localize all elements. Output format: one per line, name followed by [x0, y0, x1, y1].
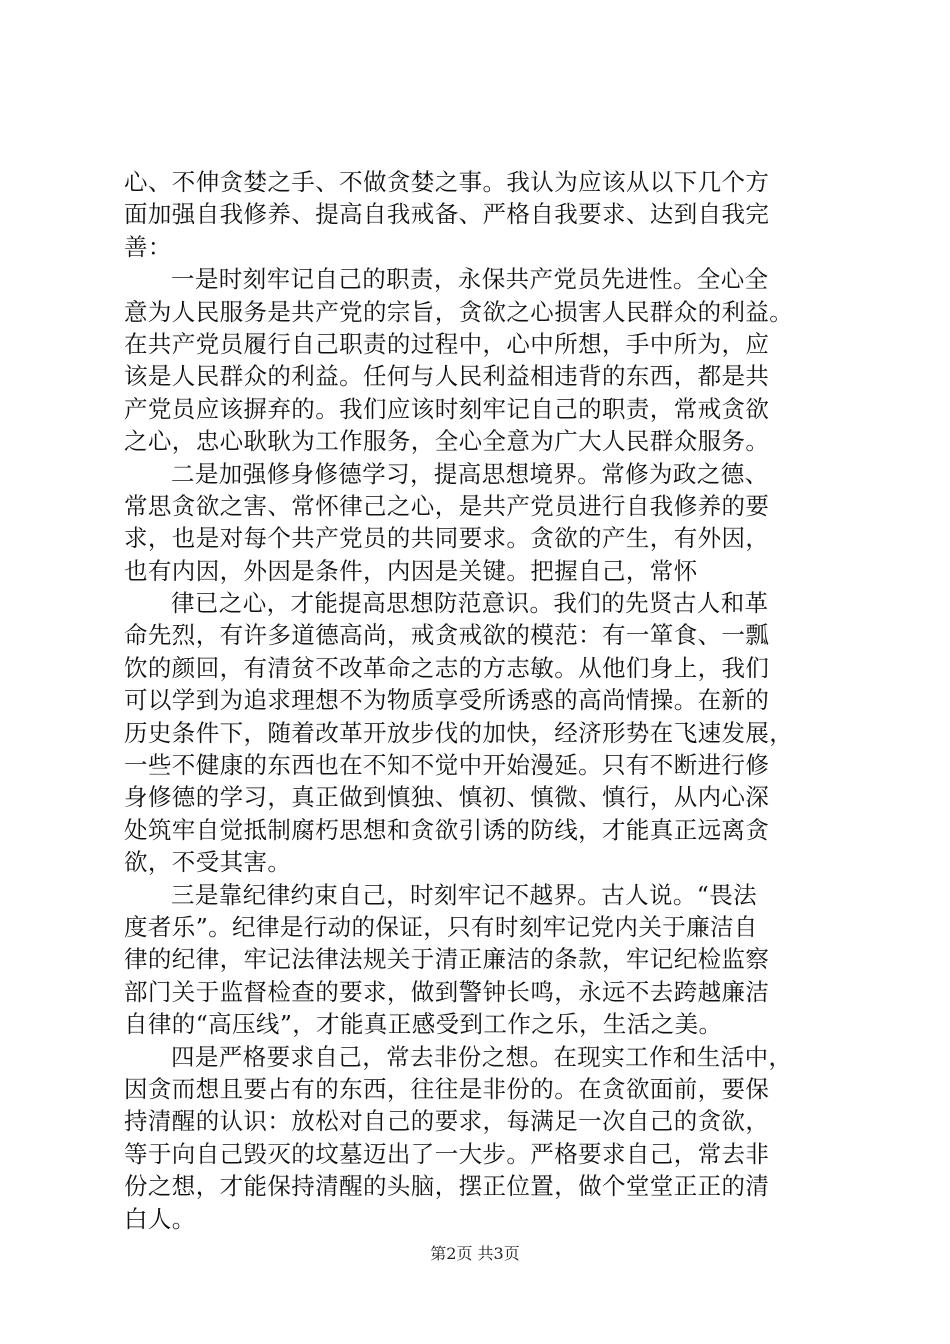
- text-line: 四是严格要求自己，常去非份之想。在现实工作和生活中，: [171, 1042, 793, 1071]
- text-line: 一些不健康的东西也在不知不觉中开始漫延。只有不断进行修: [124, 751, 770, 780]
- text-line: 命先烈，有许多道德高尚，戒贪戒欲的模范：有一箪食、一瓢: [124, 621, 770, 650]
- text-line: 心、不伸贪婪之手、不做贪婪之事。我认为应该从以下几个方: [124, 168, 770, 196]
- text-line: 求，也是对每个共产党员的共同要求。贪欲的产生，有外因，: [124, 524, 770, 553]
- text-line: 饮的颜回，有清贫不改革命之志的方志敏。从他们身上，我们: [124, 653, 770, 682]
- text-line: 等于向自己毁灭的坟墓迈出了一大步。严格要求自己，常去非: [124, 1139, 770, 1168]
- text-line: 处筑牢自觉抵制腐朽思想和贪欲引诱的防线，才能真正远离贪: [124, 815, 770, 844]
- text-line: 也有内因，外因是条件，内因是关键。把握自己，常怀: [124, 556, 698, 585]
- text-line: 历史条件下，随着改革开放步伐的加快，经济形势在飞速发展，: [124, 718, 794, 747]
- text-line: 度者乐”。纪律是行动的保证，只有时刻牢记党内关于廉洁自: [124, 912, 758, 941]
- text-line: 可以学到为追求理想不为物质享受所诱惑的高尚情操。在新的: [124, 686, 770, 715]
- text-line: 面加强自我修养、提高自我戒备、严格自我要求、达到自我完: [124, 200, 770, 229]
- text-line: 身修德的学习，真正做到慎独、慎初、慎微、慎行，从内心深: [124, 783, 770, 812]
- text-line: 自律的“高压线”，才能真正感受到工作之乐，生活之美。: [124, 1010, 723, 1039]
- text-line: 律已之心，才能提高思想防范意识。我们的先贤古人和革: [171, 589, 769, 618]
- text-line: 该是人民群众的利益。任何与人民利益相违背的东西，都是共: [124, 362, 770, 391]
- text-line: 份之想，才能保持清醒的头脑，摆正位置，做个堂堂正正的清: [124, 1172, 770, 1201]
- text-line: 善：: [124, 232, 172, 261]
- text-line: 因贪而想且要占有的东西，往往是非份的。在贪欲面前，要保: [124, 1074, 770, 1103]
- text-line: 二是加强修身修德学习，提高思想境界。常修为政之德、: [171, 459, 769, 488]
- text-line: 一是时刻牢记自己的职责，永保共产党员先进性。全心全: [171, 265, 769, 294]
- text-line: 在共产党员履行自己职责的过程中，心中所想，手中所为，应: [124, 329, 770, 358]
- text-line: 律的纪律，牢记法律法规关于清正廉洁的条款，牢记纪检监察: [124, 945, 770, 974]
- text-line: 白人。: [124, 1204, 196, 1233]
- text-line: 欲，不受其害。: [124, 848, 292, 877]
- page-footer: 第2页 共3页: [430, 1244, 520, 1263]
- text-line: 常思贪欲之害、常怀律己之心，是共产党员进行自我修养的要: [124, 491, 770, 520]
- text-line: 持清醒的认识：放松对自己的要求，每满足一次自己的贪欲，: [124, 1107, 770, 1136]
- text-line: 三是靠纪律约束自己，时刻牢记不越界。古人说。“畏法: [171, 880, 758, 909]
- text-line: 之心，忠心耿耿为工作服务，全心全意为广大人民群众服务。: [124, 427, 770, 456]
- document-body: [124, 166, 844, 1235]
- text-line: 产党员应该摒弃的。我们应该时刻牢记自己的职责，常戒贪欲: [124, 394, 770, 423]
- text-line: 意为人民服务是共产党的宗旨，贪欲之心损害人民群众的利益。: [124, 297, 794, 326]
- text-line: 部门关于监督检查的要求，做到警钟长鸣，永远不去跨越廉洁: [124, 977, 770, 1006]
